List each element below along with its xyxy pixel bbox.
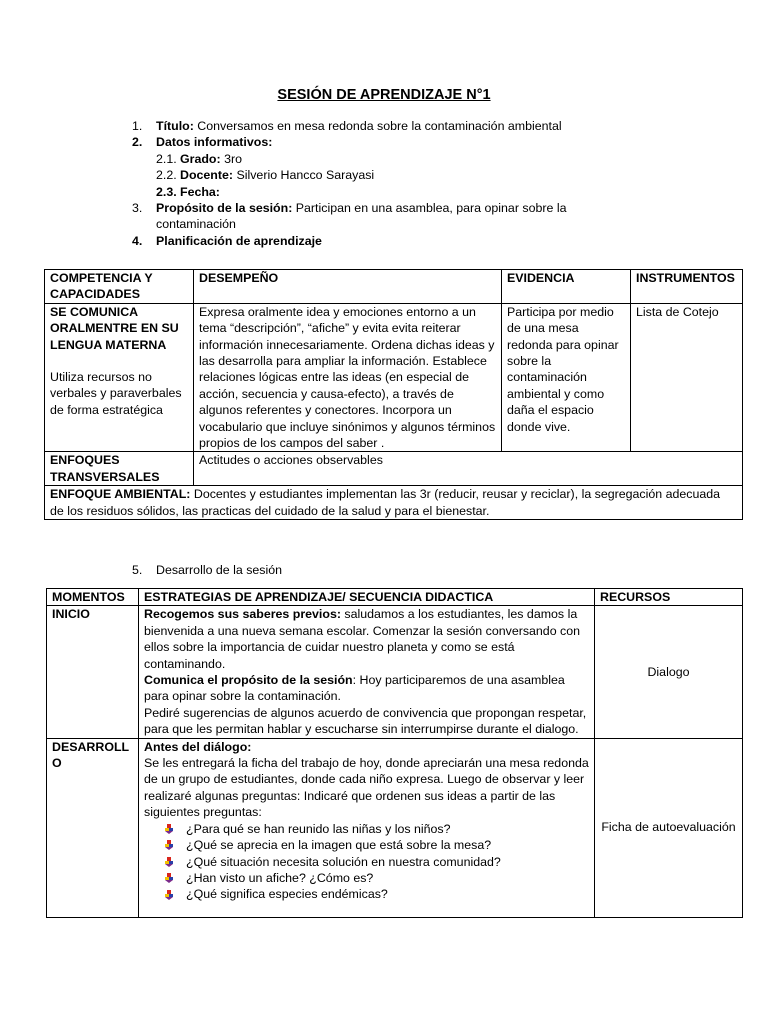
evidencia-cell: Participa por medio de una mesa redonda para opinar sobre la contaminación ambiental y como daña el espacio donde vive. (502, 303, 631, 452)
table-header-row (45, 270, 743, 304)
arrow-bullet-icon (164, 824, 174, 834)
arrow-bullet-icon (164, 890, 174, 900)
header-instrumentos: INSTRUMENTOS (631, 270, 743, 304)
development-table (46, 588, 743, 918)
instrumento-cell: Lista de Cotejo (631, 303, 743, 452)
header-competencia: COMPETENCIA Y CAPACIDADES (45, 270, 194, 304)
capacidad-text: Utiliza recursos no verbales y paraverbales de forma estratégica (50, 370, 182, 417)
question-text: ¿Qué situación necesita solución en nuestra comunidad? (186, 854, 501, 869)
page-title: SESIÓN DE APRENDIZAJE N°1 (277, 87, 491, 103)
info-list (132, 118, 592, 249)
list-item (164, 854, 589, 870)
list-item (164, 886, 589, 902)
enfoques-label: ENFOQUES TRANSVERSALES (45, 452, 194, 486)
table-row (45, 303, 743, 452)
question-text: ¿Han visto un afiche? ¿Cómo es? (186, 870, 374, 885)
table-row (45, 452, 743, 486)
table-header-row (47, 589, 743, 606)
info-item-proposito: 3. Propósito de la sesión: Participan en una asamblea, para opinar sobre la contaminación (132, 201, 567, 232)
info-item-datos: 2. Datos informativos: (132, 135, 273, 150)
list-item (164, 870, 589, 886)
planning-table (44, 269, 743, 520)
actitudes-cell: Actitudes o acciones observables (194, 452, 743, 486)
list-item (164, 821, 589, 837)
estrategias-desarrollo: Antes del diálogo: Se les entregará la ficha del trabajo de hoy, donde apreciarán una mesa redonda de un grupo de estudiantes, donde cada niño expresa. Luego de observar y leer realizaré algunas preguntas: Indicaré que ordenen sus ideas a partir de las siguientes preguntas: ¿Para qué se han reunido las niñas y los niños? ¿Qué se aprecia en la imagen que está sobre la mesa? ¿Qué situación necesita solución en nuestra comunidad? ¿Han visto un afiche? ¿Cómo es? ¿Qué significa especies endémicas? (139, 738, 595, 917)
info-item-planificacion: 4. Planificación de aprendizaje (132, 233, 322, 248)
info-sub-docente: 2.2. Docente: Silverio Hancco Sarayasi (156, 168, 375, 183)
arrow-bullet-icon (164, 840, 174, 850)
table-row (45, 486, 743, 520)
competencia-title: SE COMUNICA ORALMENTRE EN SU LENGUA MATERNA (50, 304, 179, 352)
section-5-heading: 5. Desarrollo de la sesión (132, 563, 283, 577)
competencia-cell (45, 303, 194, 452)
question-list (144, 821, 589, 903)
info-item-titulo: 1. Título: Conversamos en mesa redonda sobre la contaminación ambiental (132, 119, 562, 133)
desempeno-cell: Expresa oralmente idea y emociones entorno a un tema “descripción”, “afiche” y evita evita reiterar información innecesariamente. Ordena dichas ideas y las desarrolla para ampliar la información. Establece relaciones lógicas entre las ideas (en especial de acción, secuencia y causa-efecto), a través de algunos referentes y conectores. Incorpora un vocabulario que incluye sinónimos y algunos términos propios de los campos del saber . (194, 303, 502, 452)
list-item (164, 837, 589, 853)
table-row-inicio (47, 606, 743, 738)
momento-inicio: INICIO (47, 606, 139, 738)
header-evidencia: EVIDENCIA (502, 270, 631, 304)
momento-desarrollo: DESARROLLO (47, 738, 139, 917)
arrow-bullet-icon (164, 857, 174, 867)
header-recursos: RECURSOS (595, 589, 743, 606)
estrategias-inicio: Recogemos sus saberes previos: saludamos a los estudiantes, les damos la bienvenida a una nueva semana escolar. Comenzar la sesión conversando con ellos sobre la importancia de cuidar nuestro planeta y como se está contaminando. Comunica el propósito de la sesión: Hoy participaremos de una asamblea para opinar sobre la contaminación. Pediré sugerencias de algunos acuerdo de convivencia que propongan respetar, para que les permitan hablar y escucharse sin interrumpirse durante el dialogo. (139, 606, 595, 738)
enfoque-ambiental-cell: ENFOQUE AMBIENTAL: Docentes y estudiantes implementan las 3r (reducir, reusar y reciclar), la segregación adecuada de los residuos sólidos, las practicas del cuidado de la salud y para el bienestar. (45, 486, 743, 520)
arrow-bullet-icon (164, 873, 174, 883)
info-sub-grado: 2.1. Grado: 3ro (156, 151, 242, 166)
info-sub-fecha: 2.3. Fecha: (156, 184, 220, 199)
question-text: ¿Qué significa especies endémicas? (186, 887, 388, 902)
recurso-desarrollo: Ficha de autoevaluación (595, 738, 743, 917)
header-desempeno: DESEMPEÑO (194, 270, 502, 304)
header-momentos: MOMENTOS (47, 589, 139, 606)
table-row-desarrollo (47, 738, 743, 917)
question-text: ¿Para qué se han reunido las niñas y los niños? (186, 821, 451, 836)
header-estrategias: ESTRATEGIAS DE APRENDIZAJE/ SECUENCIA DIDACTICA (139, 589, 595, 606)
question-text: ¿Qué se aprecia en la imagen que está sobre la mesa? (186, 838, 492, 853)
recurso-inicio: Dialogo (595, 606, 743, 738)
